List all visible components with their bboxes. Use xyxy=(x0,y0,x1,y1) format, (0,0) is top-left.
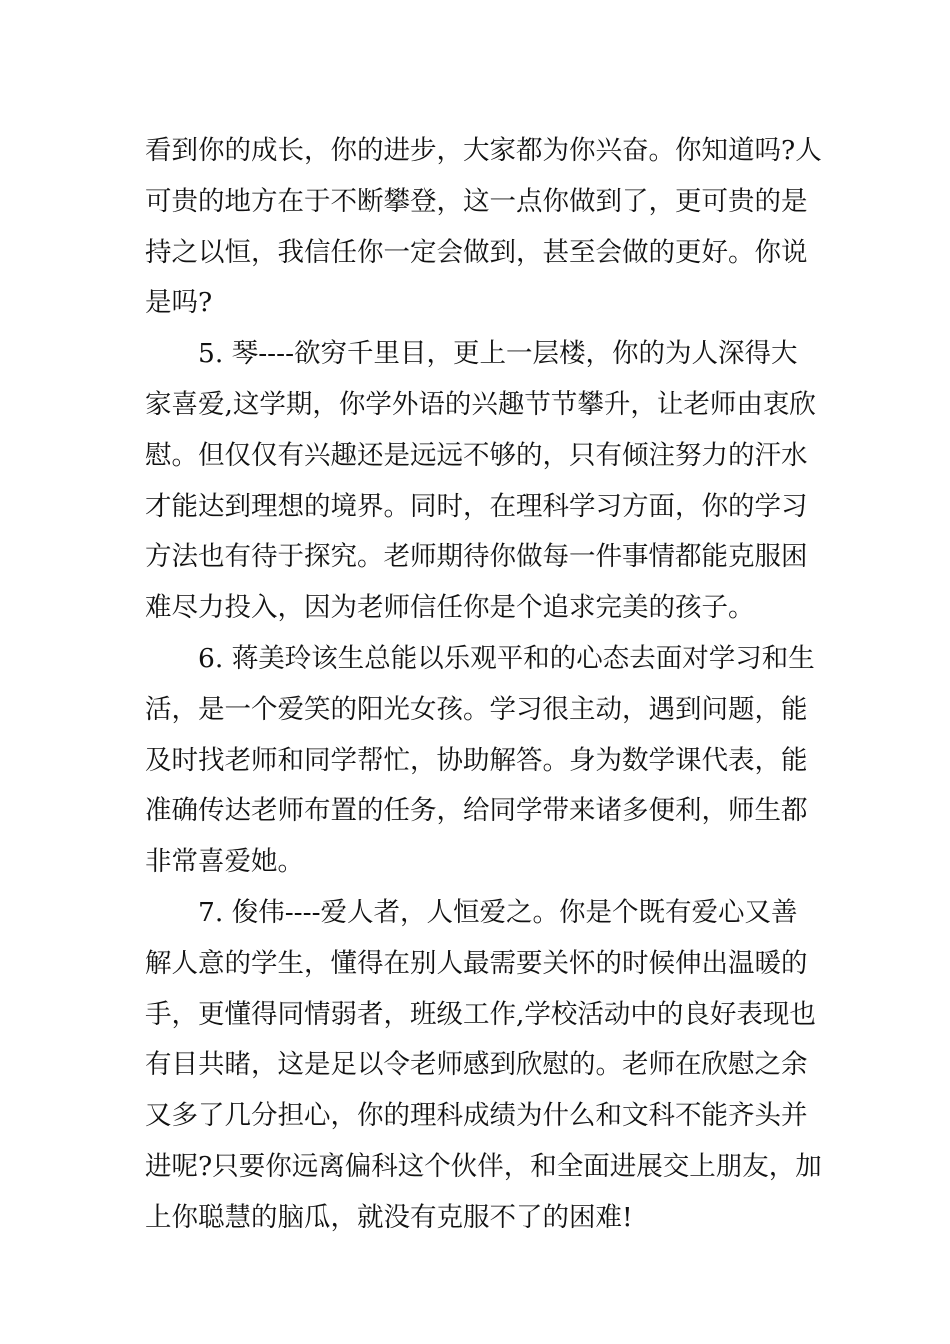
text-line: 5. 琴----欲穷千里目，更上一层楼，你的为人深得大 xyxy=(198,338,798,370)
text-line: 是吗? xyxy=(145,287,213,319)
paragraph-5 xyxy=(145,329,815,634)
text-line: 才能达到理想的境界。同时，在理科学习方面，你的学习 xyxy=(145,490,808,522)
paragraph-7 xyxy=(145,888,822,1244)
text-line: 难尽力投入，因为老师信任你是个追求完美的孩子。 xyxy=(145,592,755,624)
text-line: 持之以恒，我信任你一定会做到，甚至会做的更好。你说 xyxy=(145,236,808,268)
text-line: 6. 蒋美玲该生总能以乐观平和的心态去面对学习和生 xyxy=(198,642,815,674)
text-line: 及时找老师和同学帮忙，协助解答。身为数学课代表，能 xyxy=(145,744,808,776)
paragraph-4-continued xyxy=(145,126,822,329)
paragraph-6 xyxy=(145,634,815,888)
text-line: 7. 俊伟----爱人者，人恒爱之。你是个既有爱心又善 xyxy=(198,896,798,928)
document-body xyxy=(145,126,822,1244)
text-line: 看到你的成长，你的进步，大家都为你兴奋。你知道吗?人 xyxy=(145,135,822,166)
text-line: 手，更懂得同情弱者，班级工作,学校活动中的良好表现也 xyxy=(145,998,816,1030)
text-line: 有目共睹，这是足以令老师感到欣慰的。老师在欣慰之余 xyxy=(145,1049,808,1081)
text-line: 非常喜爱她。 xyxy=(145,846,304,878)
text-line: 进呢?只要你远离偏科这个伙伴，和全面进展交上朋友，加 xyxy=(145,1150,822,1182)
text-line: 慰。但仅仅有兴趣还是远远不够的，只有倾注努力的汗水 xyxy=(145,439,808,471)
text-line: 上你聪慧的脑瓜，就没有克服不了的困难! xyxy=(145,1201,633,1233)
text-line: 准确传达老师布置的任务，给同学带来诸多便利，师生都 xyxy=(145,795,808,827)
text-line: 方法也有待于探究。老师期待你做每一件事情都能克服困 xyxy=(145,541,808,573)
text-line: 可贵的地方在于不断攀登，这一点你做到了，更可贵的是 xyxy=(145,185,808,217)
text-line: 活，是一个爱笑的阳光女孩。学习很主动，遇到问题，能 xyxy=(145,693,808,725)
text-line: 又多了几分担心，你的理科成绩为什么和文科不能齐头并 xyxy=(145,1100,808,1132)
text-line: 解人意的学生，懂得在别人最需要关怀的时候伸出温暖的 xyxy=(145,947,808,979)
text-line: 家喜爱,这学期，你学外语的兴趣节节攀升，让老师由衷欣 xyxy=(145,388,816,420)
